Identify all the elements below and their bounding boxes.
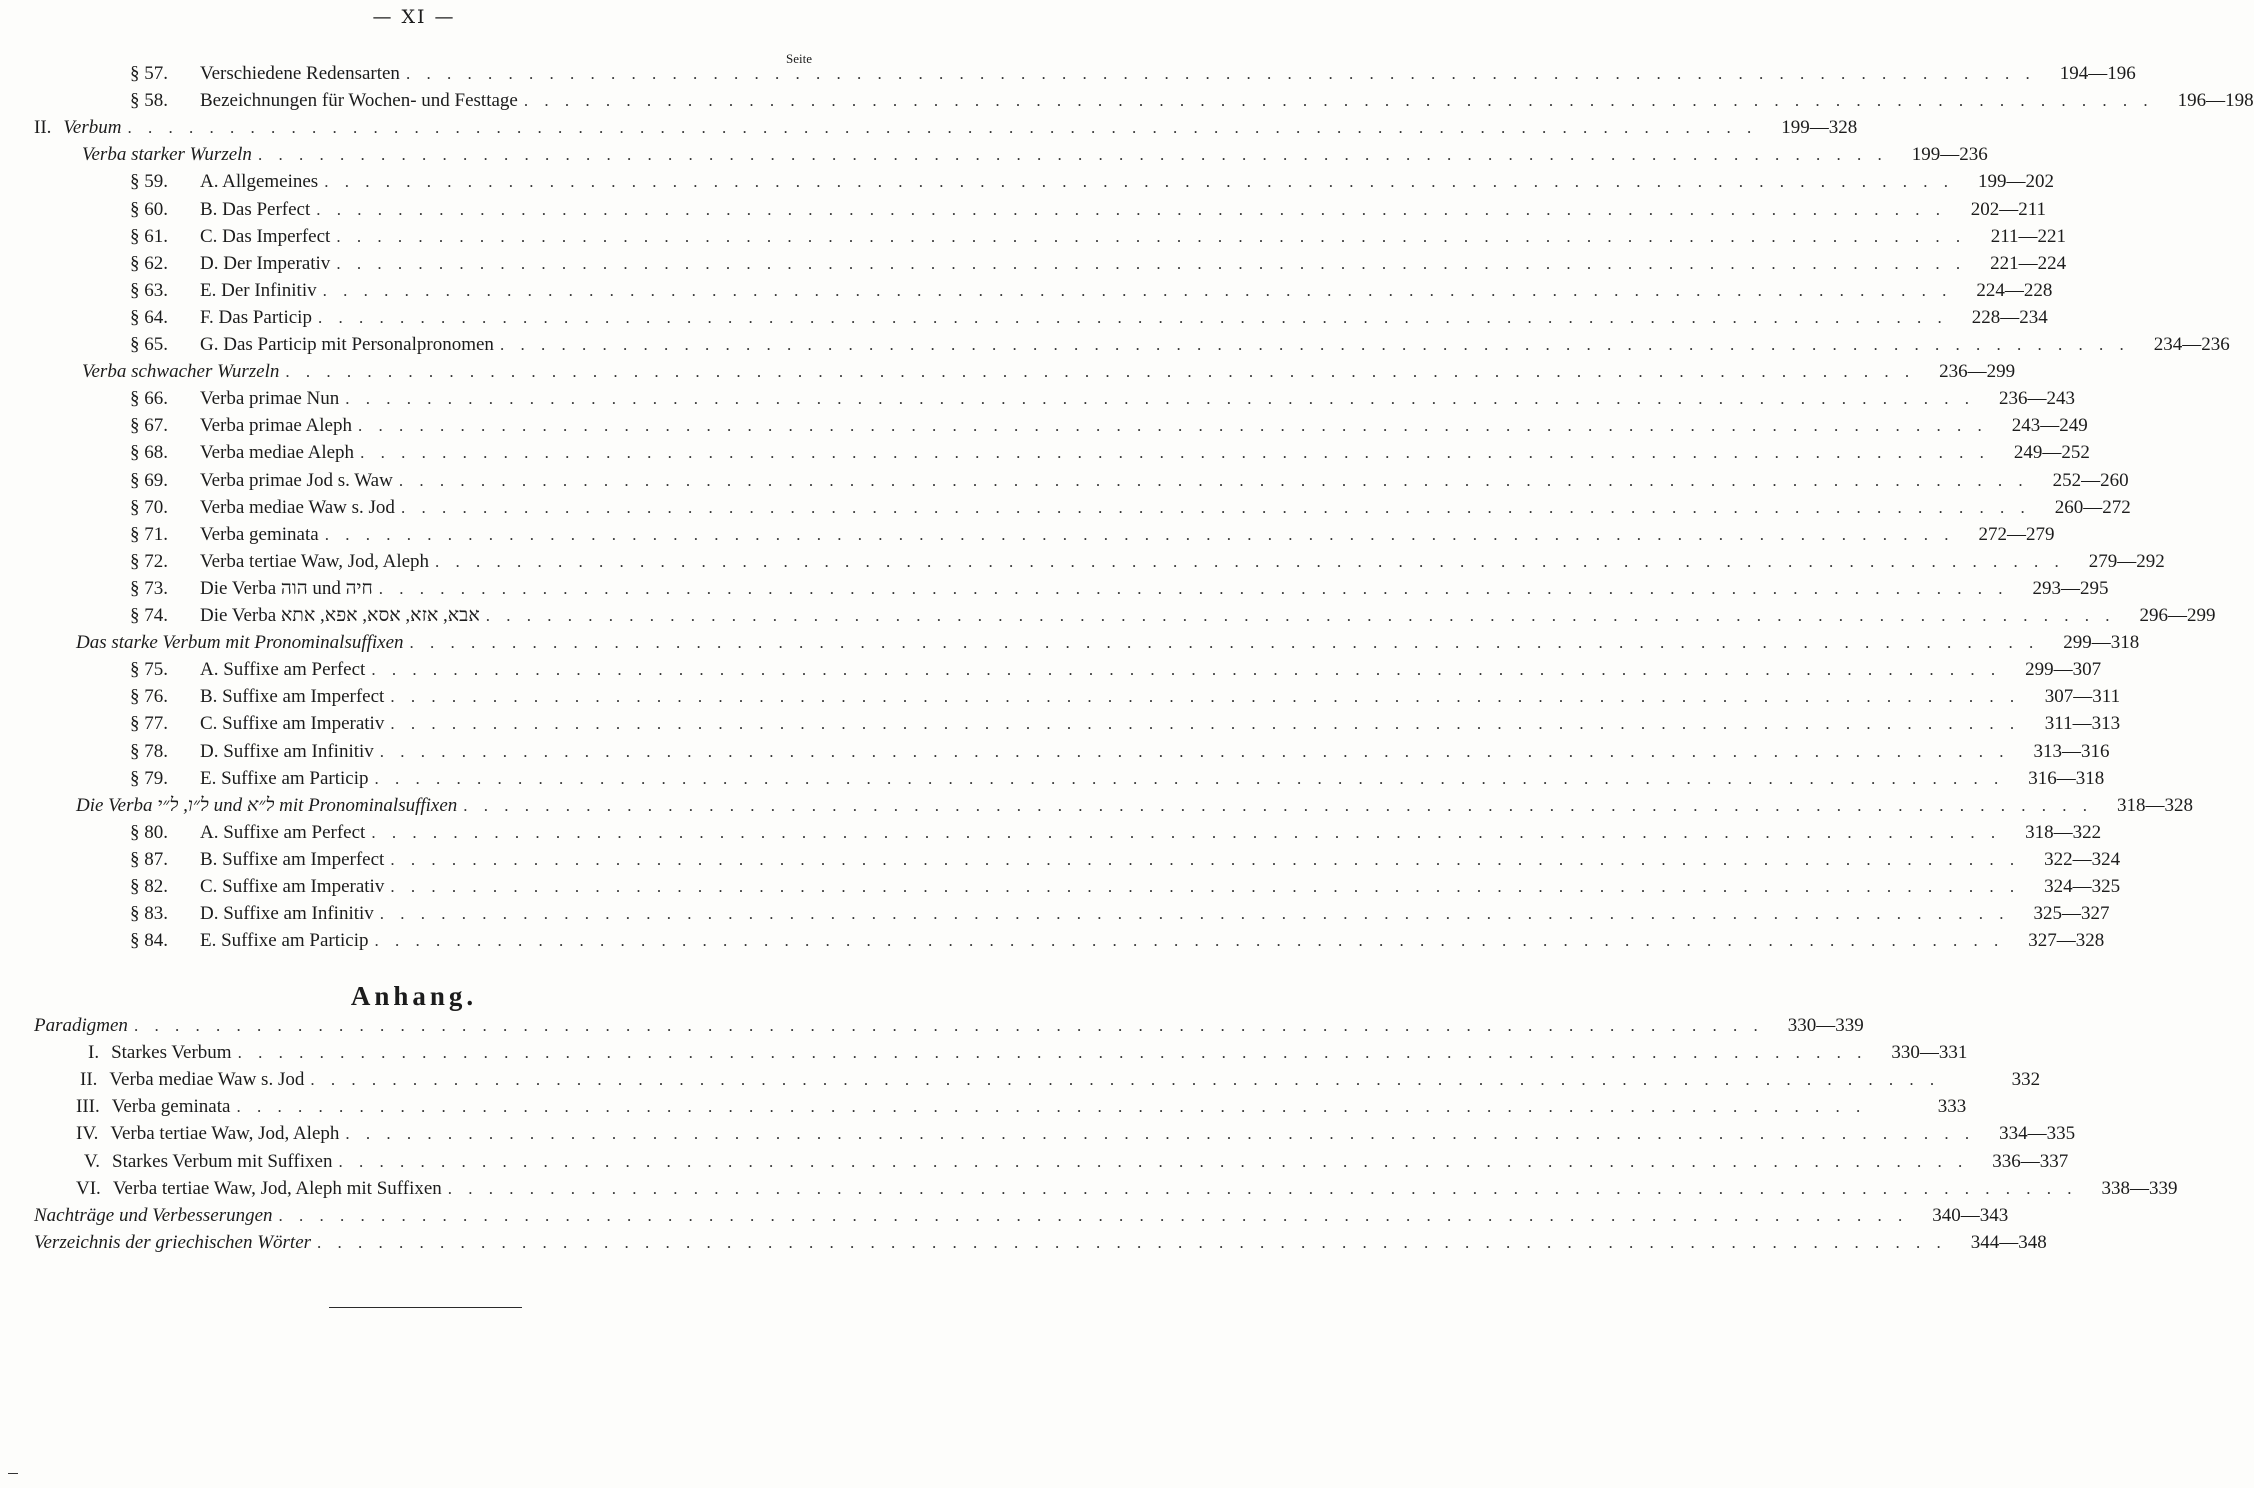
entry-title: Starkes Verbum [111, 1042, 232, 1064]
page-range: 249—252 [2013, 442, 2090, 464]
page-range: 199—236 [1911, 144, 1988, 166]
leader-dots: . . . . . . . . . . . . . . . . . . . . . . . . . . . . . . . . . . . . . . . . . . . . . . . . . . . . . . . . . . . . . . . . . . . . . . . . . . . . . . . . [127, 118, 1758, 138]
leader-dots: . . . . . . . . . . . . . . . . . . . . . . . . . . . . . . . . . . . . . . . . . . . . . . . . . . . . . . . . . . . . . . . . . . . . . . . . . . . . . . . . [236, 1097, 1867, 1117]
page-range: 202—211 [1970, 198, 2047, 220]
leader-dots: . . . . . . . . . . . . . . . . . . . . . . . . . . . . . . . . . . . . . . . . . . . . . . . . . . . . . . . . . . . . . . . . . . . . . . . . . . . . . . . . [371, 660, 2002, 680]
entry-title: Verba mediae Aleph [200, 442, 355, 464]
toc-entry [130, 412, 2088, 439]
leader-dots: . . . . . . . . . . . . . . . . . . . . . . . . . . . . . . . . . . . . . . . . . . . . . . . . . . . . . . . . . . . . . . . . . . . . . . . . . . . . . . . . [409, 633, 2040, 653]
page-range: 330—339 [1787, 1015, 1864, 1036]
entry-title: A. Suffixe am Perfect [200, 821, 366, 843]
leader-dots: . . . . . . . . . . . . . . . . . . . . . . . . . . . . . . . . . . . . . . . . . . . . . . . . . . . . . . . . . . . . . . . . . . . . . . . . . . . . . . . . [398, 470, 2029, 490]
section-number: II. [34, 117, 52, 139]
section-number: § 76. [130, 686, 168, 708]
toc-entry [130, 331, 2230, 358]
leader-dots: . . . . . . . . . . . . . . . . . . . . . . . . . . . . . . . . . . . . . . . . . . . . . . . . . . . . . . . . . . . . . . . . . . . . . . . . . . . . . . . . [322, 280, 1953, 300]
page-range: 199—328 [1781, 117, 1858, 139]
toc-entry [130, 385, 2076, 412]
toc-entry [130, 819, 2102, 846]
page-range: 325—327 [2033, 903, 2110, 925]
page-range: 293—295 [2032, 577, 2109, 599]
section-number: § 60. [130, 198, 168, 220]
page-range: 316—318 [2028, 767, 2105, 789]
section-number: § 64. [130, 306, 168, 328]
toc-entry [130, 196, 2047, 223]
leader-dots: . . . . . . . . . . . . . . . . . . . . . . . . . . . . . . . . . . . . . . . . . . . . . . . . . . . . . . . . . . . . . . . . . . . . . . . . . . . . . . . . [324, 172, 1954, 192]
entry-title: Die Verba אבא, אזא, אסא, אפא, אתא [200, 605, 480, 626]
leader-dots: . . . . . . . . . . . . . . . . . . . . . . . . . . . . . . . . . . . . . . . . . . . . . . . . . . . . . . . . . . . . . . . . . . . . . . . . . . . . . . . . [285, 362, 1916, 382]
section-number: II. [80, 1069, 98, 1091]
toc-entry [130, 710, 2121, 737]
entry-title: D. Suffixe am Infinitiv [200, 740, 374, 762]
leader-dots: . . . . . . . . . . . . . . . . . . . . . . . . . . . . . . . . . . . . . . . . . . . . . . . . . . . . . . . . . . . . . . . . . . . . . . . . . . . . . . . . [374, 768, 2005, 788]
leader-dots: . . . . . . . . . . . . . . . . . . . . . . . . . . . . . . . . . . . . . . . . . . . . . . . . . . . . . . . . . . . . . . . . . . . . . . . . . . . . . . . . [338, 1151, 1969, 1171]
entry-title: Das starke Verbum mit Pronominalsuffixen [76, 632, 404, 654]
entry-title: Verbum [63, 117, 122, 139]
toc-entry [130, 738, 2110, 765]
toc-entry [34, 1012, 1864, 1039]
leader-dots: . . . . . . . . . . . . . . . . . . . . . . . . . . . . . . . . . . . . . . . . . . . . . . . . . . . . . . . . . . . . . . . . . . . . . . . . . . . . . . . . [405, 64, 2036, 83]
entry-title: B. Suffixe am Imperfect [200, 686, 385, 708]
section-number: § 83. [130, 903, 168, 925]
entry-title: C. Suffixe am Imperativ [200, 876, 385, 897]
toc-entry [76, 1175, 2178, 1202]
page-range: 299—307 [2025, 659, 2102, 681]
leader-dots: . . . . . . . . . . . . . . . . . . . . . . . . . . . . . . . . . . . . . . . . . . . . . . . . . . . . . . . . . . . . . . . . . . . . . . . . . . . . . . . . [378, 578, 2009, 598]
toc-entry [130, 60, 2136, 87]
entry-title: Verba tertiae Waw, Jod, Aleph [200, 550, 430, 572]
section-number: § 78. [130, 740, 168, 762]
toc-entry [34, 114, 1858, 141]
section-number: V. [84, 1150, 101, 1172]
page-range: 196—198 [2177, 90, 2254, 112]
entry-title: C. Suffixe am Imperativ [200, 713, 385, 735]
page-range: 252—260 [2052, 469, 2129, 491]
section-number: § 74. [130, 605, 168, 626]
leader-dots: . . . . . . . . . . . . . . . . . . . . . . . . . . . . . . . . . . . . . . . . . . . . . . . . . . . . . . . . . . . . . . . . . . . . . . . . . . . . . . . . [485, 606, 2116, 625]
entry-title: B. Suffixe am Imperfect [200, 848, 385, 870]
page-range: 224—228 [1976, 279, 2053, 301]
toc-entry [130, 548, 2165, 575]
toc-entry [130, 439, 2090, 466]
page-number-header: — XI — [372, 6, 456, 28]
leader-dots: . . . . . . . . . . . . . . . . . . . . . . . . . . . . . . . . . . . . . . . . . . . . . . . . . . . . . . . . . . . . . . . . . . . . . . . . . . . . . . . . [379, 904, 2010, 924]
margin-mark [8, 1473, 18, 1474]
entry-title: Verba starker Wurzeln [82, 144, 252, 166]
entry-title: Bezeichnungen für Wochen- und Festtage [200, 90, 518, 112]
page-range: 299—318 [2063, 632, 2140, 654]
entry-title: Verba tertiae Waw, Jod, Aleph mit Suffixen [112, 1177, 442, 1199]
toc-entry [130, 494, 2131, 521]
toc-entry [130, 304, 2048, 331]
page-range: 199—202 [1977, 171, 2054, 193]
toc-entry [130, 250, 2067, 277]
page-range: 344—348 [1970, 1231, 2047, 1253]
entry-title: B. Das Perfect [200, 198, 311, 220]
section-number: § 63. [130, 279, 168, 301]
section-number: § 62. [130, 252, 168, 274]
toc-entry [130, 900, 2110, 927]
entry-title: Die Verba הוה und חיה [200, 577, 373, 599]
toc-entry [130, 873, 2121, 900]
leader-dots: . . . . . . . . . . . . . . . . . . . . . . . . . . . . . . . . . . . . . . . . . . . . . . . . . . . . . . . . . . . . . . . . . . . . . . . . . . . . . . . . [390, 687, 2021, 707]
page-range: 296—299 [2139, 605, 2216, 626]
entry-title: E. Suffixe am Particip [200, 930, 369, 952]
entry-title: Paradigmen [34, 1015, 128, 1036]
entry-title: Verba primae Aleph [200, 415, 352, 437]
toc-entry [82, 358, 2016, 385]
section-number: § 61. [130, 225, 168, 247]
page-range: 236—299 [1939, 361, 2016, 383]
page-column-label: Seite [786, 51, 812, 66]
leader-dots: . . . . . . . . . . . . . . . . . . . . . . . . . . . . . . . . . . . . . . . . . . . . . . . . . . . . . . . . . . . . . . . . . . . . . . . . . . . . . . . . [133, 1016, 1764, 1035]
toc-entry [130, 168, 2054, 195]
entry-title: Verschiedene Redensarten [200, 63, 400, 84]
toc-entry [130, 765, 2105, 792]
leader-dots: . . . . . . . . . . . . . . . . . . . . . . . . . . . . . . . . . . . . . . . . . . . . . . . . . . . . . . . . . . . . . . . . . . . . . . . . . . . . . . . . [237, 1043, 1868, 1063]
leader-dots: . . . . . . . . . . . . . . . . . . . . . . . . . . . . . . . . . . . . . . . . . . . . . . . . . . . . . . . . . . . . . . . . . . . . . . . . . . . . . . . . [336, 253, 1967, 273]
page-range: 228—234 [1971, 306, 2048, 328]
leader-dots: . . . . . . . . . . . . . . . . . . . . . . . . . . . . . . . . . . . . . . . . . . . . . . . . . . . . . . . . . . . . . . . . . . . . . . . . . . . . . . . . [447, 1178, 2078, 1198]
section-number: § 57. [130, 63, 168, 84]
section-number: § 65. [130, 334, 168, 355]
page-range: 311—313 [2044, 713, 2121, 735]
page-range: 324—325 [2044, 876, 2121, 897]
section-number: § 87. [130, 848, 168, 870]
section-number: § 70. [130, 496, 168, 518]
section-number: § 59. [130, 171, 168, 193]
entry-title: Starkes Verbum mit Suffixen [112, 1150, 333, 1172]
leader-dots: . . . . . . . . . . . . . . . . . . . . . . . . . . . . . . . . . . . . . . . . . . . . . . . . . . . . . . . . . . . . . . . . . . . . . . . . . . . . . . . . [499, 335, 2130, 354]
section-number: VI. [76, 1177, 101, 1199]
page-range: 318—328 [2117, 794, 2194, 816]
toc-entry [80, 1066, 2041, 1093]
page-range: 307—311 [2044, 686, 2121, 708]
toc-entry [76, 792, 2194, 819]
section-number: § 68. [130, 442, 168, 464]
toc-entry [76, 1093, 1967, 1120]
section-number: § 67. [130, 415, 168, 437]
closing-rule [329, 1307, 522, 1308]
entry-title: F. Das Particip [200, 306, 312, 328]
page-range: 336—337 [1992, 1150, 2069, 1172]
page-range: 234—236 [2153, 334, 2230, 355]
entry-title: Die Verba ל״ו, ל״י und ל״א mit Pronominalsuffixen [76, 794, 458, 816]
page-range: 322—324 [2044, 848, 2121, 870]
toc-entry [130, 846, 2121, 873]
section-number: § 66. [130, 388, 168, 410]
toc-entry [130, 575, 2109, 602]
appendix-heading: Anhang. [350, 981, 478, 1011]
page-range: 221—224 [1990, 252, 2067, 274]
entry-title: G. Das Particip mit Personalpronomen [200, 334, 494, 355]
section-number: § 71. [130, 523, 168, 545]
section-number: I. [88, 1042, 100, 1064]
toc-entry [34, 1202, 2009, 1229]
entry-title: Verba primae Jod s. Waw [200, 469, 393, 491]
leader-dots: . . . . . . . . . . . . . . . . . . . . . . . . . . . . . . . . . . . . . . . . . . . . . . . . . . . . . . . . . . . . . . . . . . . . . . . . . . . . . . . . [317, 307, 1948, 327]
page-range: 338—339 [2101, 1177, 2178, 1199]
leader-dots: . . . . . . . . . . . . . . . . . . . . . . . . . . . . . . . . . . . . . . . . . . . . . . . . . . . . . . . . . . . . . . . . . . . . . . . . . . . . . . . . [316, 199, 1947, 219]
leader-dots: . . . . . . . . . . . . . . . . . . . . . . . . . . . . . . . . . . . . . . . . . . . . . . . . . . . . . . . . . . . . . . . . . . . . . . . . . . . . . . . . [317, 1232, 1947, 1252]
section-number: III. [76, 1096, 100, 1118]
leader-dots: . . . . . . . . . . . . . . . . . . . . . . . . . . . . . . . . . . . . . . . . . . . . . . . . . . . . . . . . . . . . . . . . . . . . . . . . . . . . . . . . [345, 389, 1976, 409]
entry-title: A. Suffixe am Perfect [200, 659, 366, 681]
entry-title: Verba mediae Waw s. Jod [200, 496, 395, 518]
leader-dots: . . . . . . . . . . . . . . . . . . . . . . . . . . . . . . . . . . . . . . . . . . . . . . . . . . . . . . . . . . . . . . . . . . . . . . . . . . . . . . . . [390, 877, 2021, 896]
toc-entry [82, 141, 1988, 168]
entry-title: Verba geminata [200, 523, 319, 545]
toc-entry [88, 1039, 1968, 1066]
leader-dots: . . . . . . . . . . . . . . . . . . . . . . . . . . . . . . . . . . . . . . . . . . . . . . . . . . . . . . . . . . . . . . . . . . . . . . . . . . . . . . . . [371, 822, 2002, 842]
page-range: 327—328 [2028, 930, 2105, 952]
page-range: 279—292 [2088, 550, 2165, 572]
entry-title: Verba geminata [111, 1096, 231, 1118]
toc-entry [130, 467, 2129, 494]
toc-entry [76, 629, 2140, 656]
leader-dots: . . . . . . . . . . . . . . . . . . . . . . . . . . . . . . . . . . . . . . . . . . . . . . . . . . . . . . . . . . . . . . . . . . . . . . . . . . . . . . . . [463, 795, 2094, 815]
entry-title: Verzeichnis der griechischen Wörter [34, 1231, 312, 1253]
page-range: 243—249 [2011, 415, 2088, 437]
entry-title: C. Das Imperfect [200, 225, 331, 247]
leader-dots: . . . . . . . . . . . . . . . . . . . . . . . . . . . . . . . . . . . . . . . . . . . . . . . . . . . . . . . . . . . . . . . . . . . . . . . . . . . . . . . . [278, 1205, 1909, 1225]
toc-entry [76, 1120, 2076, 1147]
leader-dots: . . . . . . . . . . . . . . . . . . . . . . . . . . . . . . . . . . . . . . . . . . . . . . . . . . . . . . . . . . . . . . . . . . . . . . . . . . . . . . . . [257, 145, 1888, 165]
section-number: § 69. [130, 469, 168, 491]
section-number: § 73. [130, 577, 168, 599]
leader-dots: . . . . . . . . . . . . . . . . . . . . . . . . . . . . . . . . . . . . . . . . . . . . . . . . . . . . . . . . . . . . . . . . . . . . . . . . . . . . . . . . [390, 714, 2021, 734]
section-number: § 58. [130, 90, 168, 112]
page-range: 332 [2011, 1069, 2041, 1091]
entry-title: A. Allgemeines [200, 171, 319, 193]
entry-title: E. Der Infinitiv [200, 279, 317, 301]
toc-entry [130, 602, 2216, 629]
entry-title: D. Suffixe am Infinitiv [200, 903, 374, 925]
page-range: 330—331 [1891, 1042, 1968, 1064]
toc-entry [130, 521, 2055, 548]
section-number: § 72. [130, 550, 168, 572]
leader-dots: . . . . . . . . . . . . . . . . . . . . . . . . . . . . . . . . . . . . . . . . . . . . . . . . . . . . . . . . . . . . . . . . . . . . . . . . . . . . . . . . [360, 443, 1990, 463]
toc-entry [130, 87, 2254, 114]
leader-dots: . . . . . . . . . . . . . . . . . . . . . . . . . . . . . . . . . . . . . . . . . . . . . . . . . . . . . . . . . . . . . . . . . . . . . . . . . . . . . . . . [345, 1124, 1976, 1144]
leader-dots: . . . . . . . . . . . . . . . . . . . . . . . . . . . . . . . . . . . . . . . . . . . . . . . . . . . . . . . . . . . . . . . . . . . . . . . . . . . . . . . . [324, 524, 1955, 544]
section-number: § 80. [130, 821, 168, 843]
toc-entry [130, 223, 2067, 250]
section-number: § 77. [130, 713, 168, 735]
entry-title: Nachträge und Verbesserungen [34, 1204, 273, 1226]
leader-dots: . . . . . . . . . . . . . . . . . . . . . . . . . . . . . . . . . . . . . . . . . . . . . . . . . . . . . . . . . . . . . . . . . . . . . . . . . . . . . . . . [435, 551, 2065, 571]
page-range: 340—343 [1932, 1204, 2009, 1226]
entry-title: Verba primae Nun [200, 388, 340, 410]
leader-dots: . . . . . . . . . . . . . . . . . . . . . . . . . . . . . . . . . . . . . . . . . . . . . . . . . . . . . . . . . . . . . . . . . . . . . . . . . . . . . . . . [400, 497, 2031, 517]
entry-title: Verba mediae Waw s. Jod [109, 1069, 305, 1091]
page-range: 272—279 [1978, 523, 2055, 545]
entry-title: Verba schwacher Wurzeln [82, 361, 280, 383]
section-number: § 82. [130, 876, 168, 897]
page-range: 333 [1937, 1096, 1967, 1118]
toc-entry [130, 683, 2121, 710]
entry-title: Verba tertiae Waw, Jod, Aleph [110, 1123, 340, 1145]
leader-dots: . . . . . . . . . . . . . . . . . . . . . . . . . . . . . . . . . . . . . . . . . . . . . . . . . . . . . . . . . . . . . . . . . . . . . . . . . . . . . . . . [379, 741, 2010, 761]
section-number: § 79. [130, 767, 168, 789]
page-range: 236—243 [1999, 388, 2076, 410]
entry-title: E. Suffixe am Particip [200, 767, 369, 789]
toc-entry [130, 656, 2102, 683]
page-range: 313—316 [2033, 740, 2110, 762]
toc-entry [34, 1229, 2047, 1256]
page-range: 211—221 [1990, 225, 2067, 247]
toc-entry [84, 1148, 2069, 1175]
toc-entry [130, 927, 2105, 954]
section-number: § 75. [130, 659, 168, 681]
section-number: IV. [76, 1123, 99, 1145]
leader-dots: . . . . . . . . . . . . . . . . . . . . . . . . . . . . . . . . . . . . . . . . . . . . . . . . . . . . . . . . . . . . . . . . . . . . . . . . . . . . . . . . [357, 416, 1988, 436]
page-range: 334—335 [1999, 1123, 2076, 1145]
leader-dots: . . . . . . . . . . . . . . . . . . . . . . . . . . . . . . . . . . . . . . . . . . . . . . . . . . . . . . . . . . . . . . . . . . . . . . . . . . . . . . . . [390, 849, 2021, 869]
leader-dots: . . . . . . . . . . . . . . . . . . . . . . . . . . . . . . . . . . . . . . . . . . . . . . . . . . . . . . . . . . . . . . . . . . . . . . . . . . . . . . . . [310, 1070, 1941, 1090]
entry-title: D. Der Imperativ [200, 252, 331, 274]
leader-dots: . . . . . . . . . . . . . . . . . . . . . . . . . . . . . . . . . . . . . . . . . . . . . . . . . . . . . . . . . . . . . . . . . . . . . . . . . . . . . . . . [336, 226, 1967, 246]
section-number: § 84. [130, 930, 168, 952]
page-range: 260—272 [2054, 496, 2131, 518]
leader-dots: . . . . . . . . . . . . . . . . . . . . . . . . . . . . . . . . . . . . . . . . . . . . . . . . . . . . . . . . . . . . . . . . . . . . . . . . . . . . . . . . [374, 931, 2005, 951]
leader-dots: . . . . . . . . . . . . . . . . . . . . . . . . . . . . . . . . . . . . . . . . . . . . . . . . . . . . . . . . . . . . . . . . . . . . . . . . . . . . . . . . [523, 91, 2154, 111]
page-range: 194—196 [2059, 63, 2136, 84]
page-range: 318—322 [2025, 821, 2102, 843]
toc-entry [130, 277, 2053, 304]
